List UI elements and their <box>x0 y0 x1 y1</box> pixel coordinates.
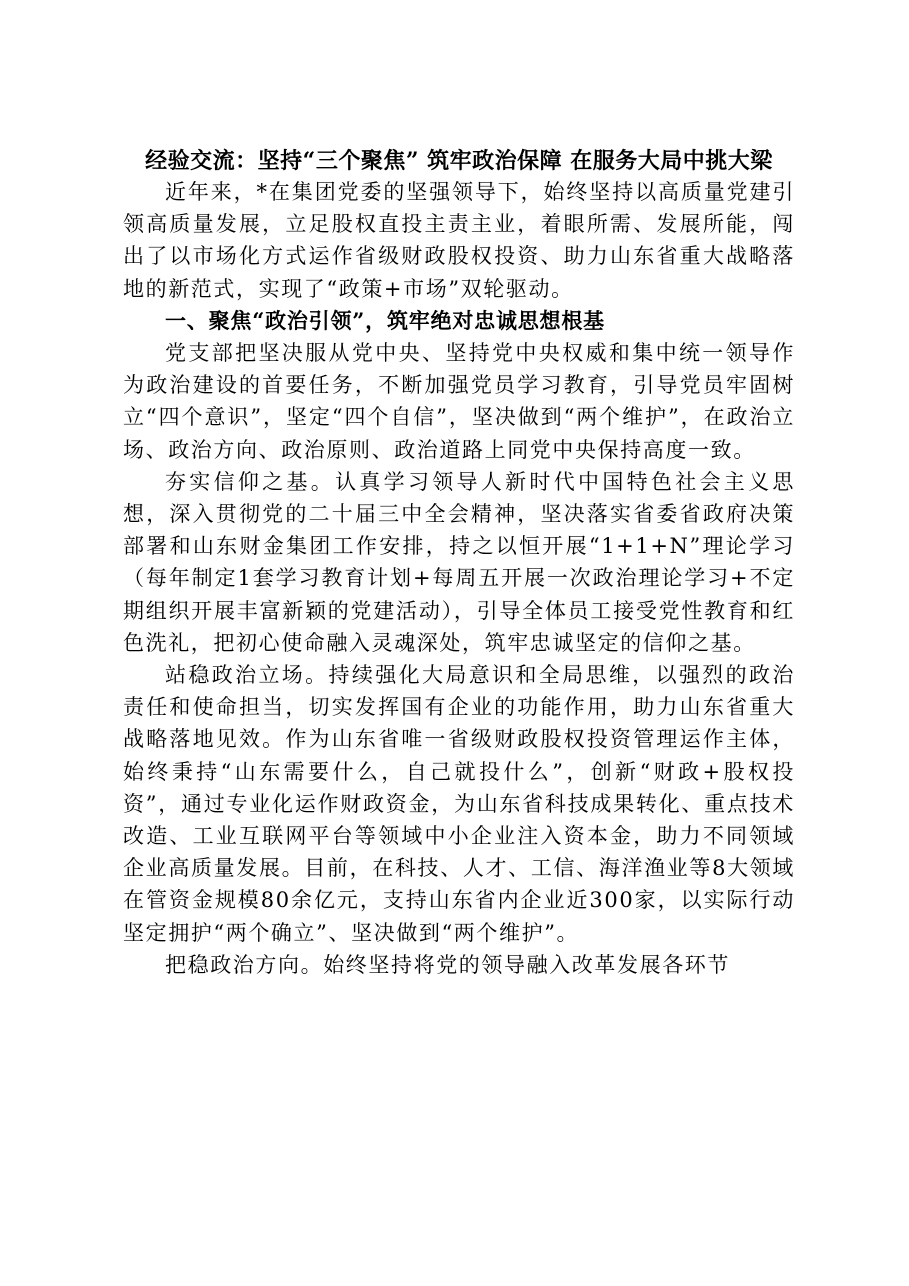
body-paragraph: 党支部把坚决服从党中央、坚持党中央权威和集中统一领导作为政治建设的首要任务，不断加强党员学习教育，引导党员牢固树立“四个意识”，坚定“四个自信”，坚决做到“两个维护”，在政治立场、政治方向、政治原则、政治道路上同党中央保持高度一致。 <box>123 341 795 462</box>
body-paragraph: 站稳政治立场。持续强化大局意识和全局思维，以强烈的政治责任和使命担当，切实发挥国有企业的功能作用，助力山东省重大战略落地见效。作为山东省唯一省级财政股权投资管理运作主体，始终秉持“山东需要什么，自己就投什么”，创新“财政+股权投资”，通过专业化运作财政资金，为山东省科技成果转化、重点技术改造、工业互联网平台等领域中小企业注入资本金，助力不同领域企业高质量发展。目前，在科技、人才、工信、海洋渔业等8大领域在管资金规模80余亿元，支持山东省内企业近300家，以实际行动坚定拥护“两个确立”、坚决做到“两个维护”。 <box>123 663 795 945</box>
document-title: 经验交流：坚持“三个聚焦” 筑牢政治保障 在服务大局中挑大梁 <box>145 148 773 174</box>
document-page <box>123 146 795 981</box>
body-paragraph: 把稳政治方向。始终坚持将党的领导融入改革发展各环节 <box>165 952 730 977</box>
section-heading-1: 一、聚焦“政治引领”，筑牢绝对忠诚思想根基 <box>165 307 605 333</box>
intro-paragraph: 近年来，*在集团党委的坚强领导下，始终坚持以高质量党建引领高质量发展，立足股权直投主责主业，着眼所需、发展所能，闯出了以市场化方式运作省级财政股权投资、助力山东省重大战略落地的新范式，实现了“政策+市场”双轮驱动。 <box>123 180 795 301</box>
body-paragraph: 夯实信仰之基。认真学习领导人新时代中国特色社会主义思想，深入贯彻党的二十届三中全会精神，坚决落实省委省政府决策部署和山东财金集团工作安排，持之以恒开展“1+1+N”理论学习（每年制定1套学习教育计划+每周五开展一次政治理论学习+不定期组织开展丰富新颖的党建活动），引导全体员工接受党性教育和红色洗礼，把初心使命融入灵魂深处，筑牢忠诚坚定的信仰之基。 <box>123 469 795 655</box>
